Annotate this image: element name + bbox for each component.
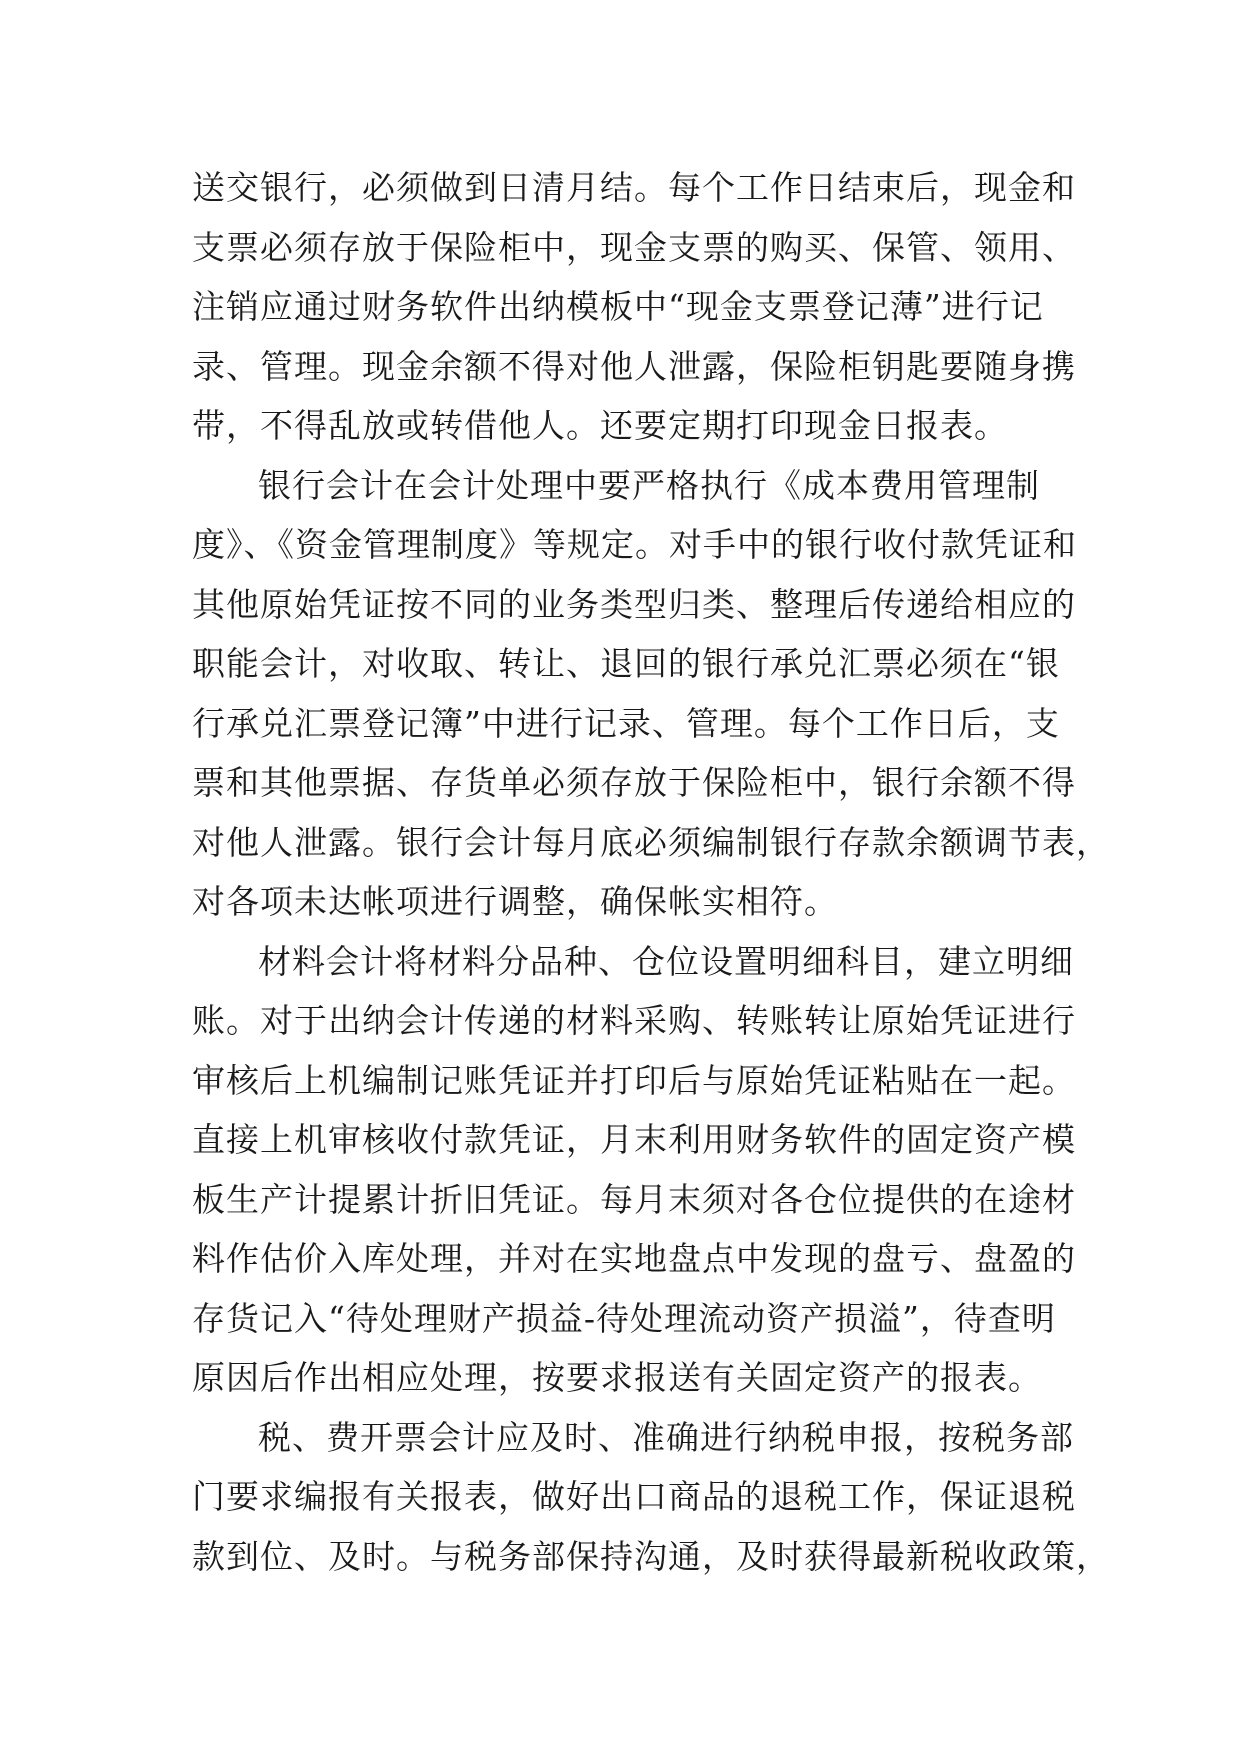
text-line: 带，不得乱放或转借他人。还要定期打印现金日报表。 — [192, 406, 1008, 445]
text-line: 税、费开票会计应及时、准确进行纳税申报，按税务部 — [258, 1417, 1074, 1457]
text-line: 支票必须存放于保险柜中，现金支票的购买、保管、领用、 — [192, 227, 1076, 267]
document-body — [192, 158, 1110, 1586]
text-line: 对他人泄露。银行会计每月底必须编制银行存款余额调节表， — [192, 822, 1110, 862]
text-line: 其他原始凭证按不同的业务类型归类、整理后传递给相应的 — [192, 584, 1076, 624]
text-line: 材料会计将材料分品种、仓位设置明细科目，建立明细 — [258, 941, 1074, 981]
text-line: 审核后上机编制记账凭证并打印后与原始凭证粘贴在一起。 — [192, 1060, 1076, 1100]
text-line: 存货记入“待处理财产损益-待处理流动资产损溢”，待查明 — [192, 1298, 1056, 1338]
text-line: 料作估价入库处理，并对在实地盘点中发现的盘亏、盘盈的 — [192, 1239, 1076, 1278]
text-line: 原因后作出相应处理，按要求报送有关固定资产的报表。 — [192, 1358, 1042, 1397]
text-line: 录、管理。现金余额不得对他人泄露，保险柜钥匙要随身携 — [192, 346, 1076, 386]
text-line: 直接上机审核收付款凭证，月末利用财务软件的固定资产模 — [192, 1120, 1076, 1159]
text-line: 银行会计在会计处理中要严格执行《成本费用管理制 — [258, 465, 1040, 505]
text-line: 对各项未达帐项进行调整，确保帐实相符。 — [192, 882, 838, 921]
text-line: 板生产计提累计折旧凭证。每月末须对各仓位提供的在途材 — [192, 1179, 1076, 1219]
text-line: 注销应通过财务软件出纳模板中“现金支票登记薄”进行记 — [192, 287, 1044, 326]
text-line: 职能会计，对收取、转让、退回的银行承兑汇票必须在“银 — [192, 644, 1060, 683]
text-line: 票和其他票据、存货单必须存放于保险柜中，银行余额不得 — [192, 763, 1076, 802]
text-line: 门要求编报有关报表，做好出口商品的退税工作，保证退税 — [192, 1477, 1076, 1516]
text-line: 度》、《资金管理制度》等规定。对手中的银行收付款凭证和 — [192, 525, 1077, 564]
text-line: 送交银行，必须做到日清月结。每个工作日结束后，现金和 — [192, 168, 1076, 207]
text-line: 行承兑汇票登记簿”中进行记录、管理。每个工作日后，支 — [192, 703, 1060, 743]
text-line: 账。对于出纳会计传递的材料采购、转账转让原始凭证进行 — [192, 1001, 1076, 1040]
text-line: 款到位、及时。与税务部保持沟通，及时获得最新税收政策， — [192, 1536, 1110, 1576]
